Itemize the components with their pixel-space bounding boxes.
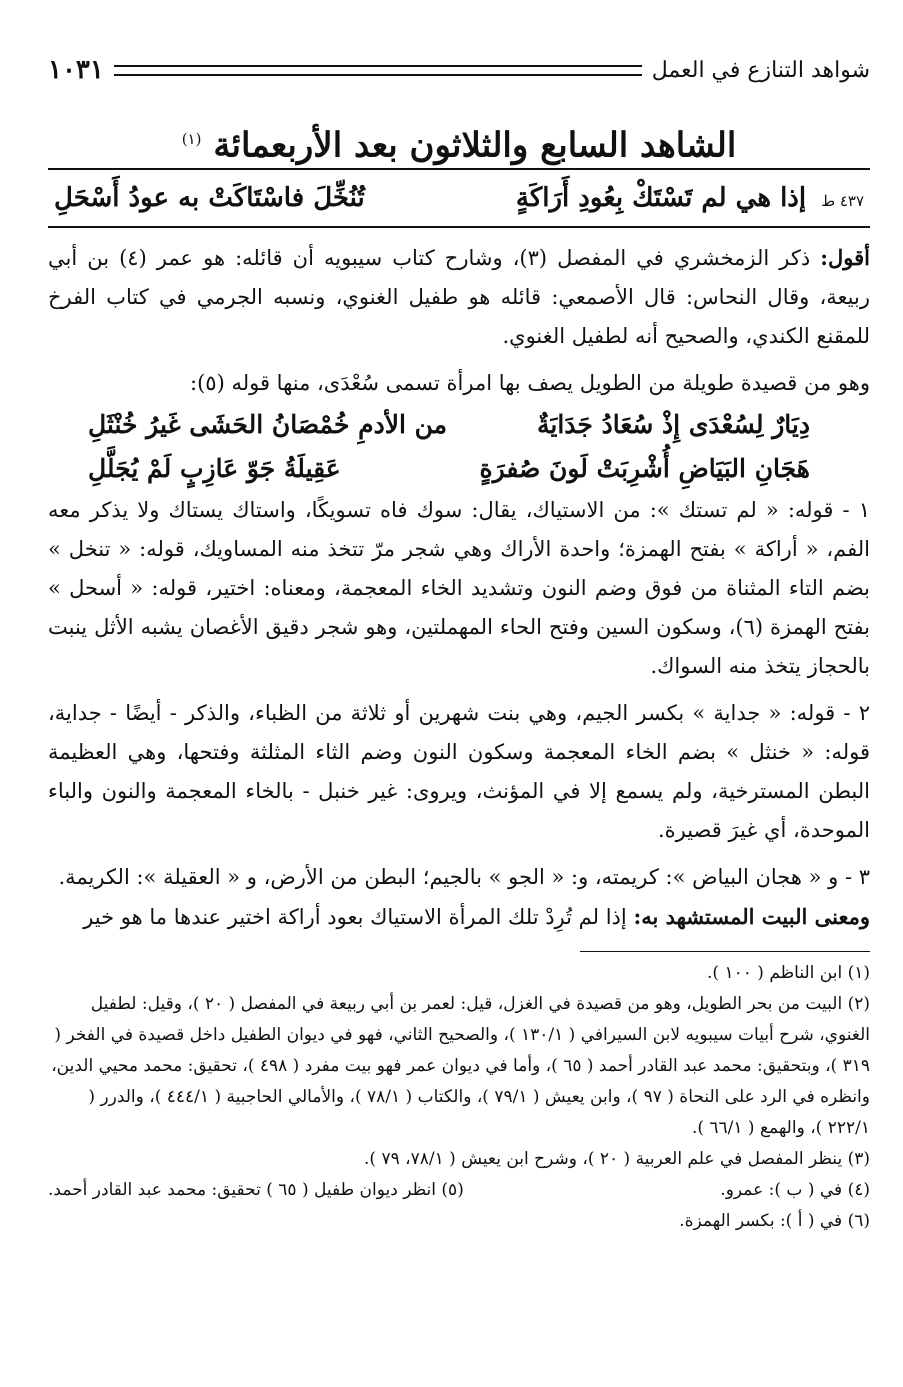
running-title: شواهد التنازع في العمل [651,57,870,83]
poem-hemistich: من الأدمِ خُمْصَانُ الحَشَى غَيرُ خُنْثَلِ [88,410,448,439]
paragraph-poem-intro: وهو من قصيدة طويلة من الطويل يصف بها امرأة تسمى سُعْدَى، منها قوله (٥): [190,371,870,395]
chapter-note-ref: (١) [181,130,202,148]
footnotes [48,958,870,1237]
verse-first-half-text: إذا هي لم تَسْتَكْ بِعُودِ أَرَاكَةٍ [515,183,807,213]
footnote-6: (٦) في ( أ ): بكسر الهمزة. [679,1211,870,1231]
poem-hemistich: عَقِيلَةُ جَوّ عَازِبٍ لَمْ يُجَلَّلِ [88,454,341,483]
commentary-item-1: ١ - قوله: « لم تستك »: من الاستياك، يقال: سوك فاه تسويكًا، واستاك يستاك ولا يذكر معه الفم، « أراكة » بفتح الهمزة؛ واحدة الأراك وهي شجر مرّ تتخذ منه المساويك، قوله: « تنخل » بضم التاء المثناة من فوق وضم النون وتشديد الخاء المعجمة، ومعناه: اختير، قوله: « أسحل » بفتح الهمزة (٦)، وسكون السين وفتح الحاء المهملتين، وهو شجر دقيق الأغصان يشبه الأثل ينبت بالحجاز يتخذ منه السواك. [48,498,871,678]
witness-verse [48,168,870,228]
commentary-item-3: ٣ - و « هجان البياض »: كريمته، و: « الجو » بالجيم؛ البطن من الأرض، و « العقيلة »: الكريمة. [58,865,870,889]
poem-line-2 [48,447,870,491]
footnote-divider [580,951,870,952]
verse-first-half [516,183,864,213]
meaning-text: إذا لم تُرِدْ تلك المرأة الاستياك بعود أراكة اختير عندها ما هو خير [83,905,627,929]
page-header [48,52,870,88]
poem-hemistich: دِيَارٌ لِسُعْدَى إِذْ سُعَادُ جَدَايَةٌ [537,410,810,439]
footnote-3: (٣) ينظر المفصل في علم العربية ( ٢٠ )، وشرح ابن يعيش ( ٧٨/١، ٧٩ ). [364,1149,870,1169]
meaning-lead: ومعنى البيت المستشهد به: [633,904,870,929]
verse-second-half: تُنُخِّلَ فاسْتَاكَتْ به عودُ أَسْحَلِ [54,183,365,213]
footnote-4: (٤) في ( ب ): عمرو. [720,1180,870,1200]
verse-number: ٤٣٧ ط [821,192,864,210]
commentary-item-2: ٢ - قوله: « جداية » بكسر الجيم، وهي بنت شهرين أو ثلاثة من الظباء، والذكر - أيضًا - جداية، قوله: « خنثل » بضم الخاء المعجمة وسكون النون وضم الثاء المثلثة وفتحها، وهي العظيمة البطن المسترخية، ولم يسمع إلا في المؤنث، ويروى: غير خنبل - بالخاء المعجمة والنون والباء الموحدة، أي غيرَ قصيرة. [48,701,870,842]
chapter-title-text: الشاهد السابع والثلاثون بعد الأربعمائة [213,125,737,166]
footnote-1: (١) ابن الناظم ( ١٠٠ ). [707,963,870,983]
commentary-meaning [48,897,870,937]
poem-line-1 [48,403,870,447]
footnote-2: (٢) البيت من بحر الطويل، وهو من قصيدة في الغزل، قيل: لعمر بن أبي ربيعة في المفصل ( ٢٠ )، وقيل: لطفيل الغنوي، شرح أبيات سيبويه لابن السيرافي ( ١٣٠/١ )، والصحيح الثاني، فهو في ديوان الطفيل داخل قصيدة في الفخر ( ٣١٩ )، وبتحقيق: محمد عبد القادر أحمد ( ٦٥ )، وأما في ديوان عمر فهو بيت مفرد ( ٤٩٨ )، تحقيق: محمد محيي الدين، وانظره في الرد على النحاة ( ٩٧ )، وابن يعيش ( ٧٩/١ )، والكتاب ( ٧٨/١ )، والأمالي الحاجبية ( ٤٤٤/١ )، والدرر ( ٢٢٢/١ )، والهمع ( ٦٦/١ ). [51,994,870,1138]
footnote-row [48,1175,870,1206]
footnote-5: (٥) انظر ديوان طفيل ( ٦٥ ) تحقيق: محمد عبد القادر أحمد. [48,1180,464,1200]
poem-hemistich: هَجَانِ البَيَاضِ أُشْرِبَتْ لَونَ صُفرَةٍ [479,454,810,483]
book-page [48,52,870,1237]
paragraph-attribution [48,238,870,356]
commentary [48,238,870,937]
header-rule [114,65,642,76]
page-number: ١٠٣١ [48,55,104,85]
paragraph-text: ذكر الزمخشري في المفصل (٣)، وشارح كتاب سيبويه أن قائله: هو عمر (٤) بن أبي ربيعة، وقال النحاس: قال الأصمعي: قائله هو طفيل الغنوي، ونسبه الجرمي في كتاب الفرخ للمقنع الكندي، والصحيح أنه لطفيل الغنوي. [48,246,870,348]
paragraph-lead: أقول: [820,245,870,270]
chapter-title [48,114,870,164]
